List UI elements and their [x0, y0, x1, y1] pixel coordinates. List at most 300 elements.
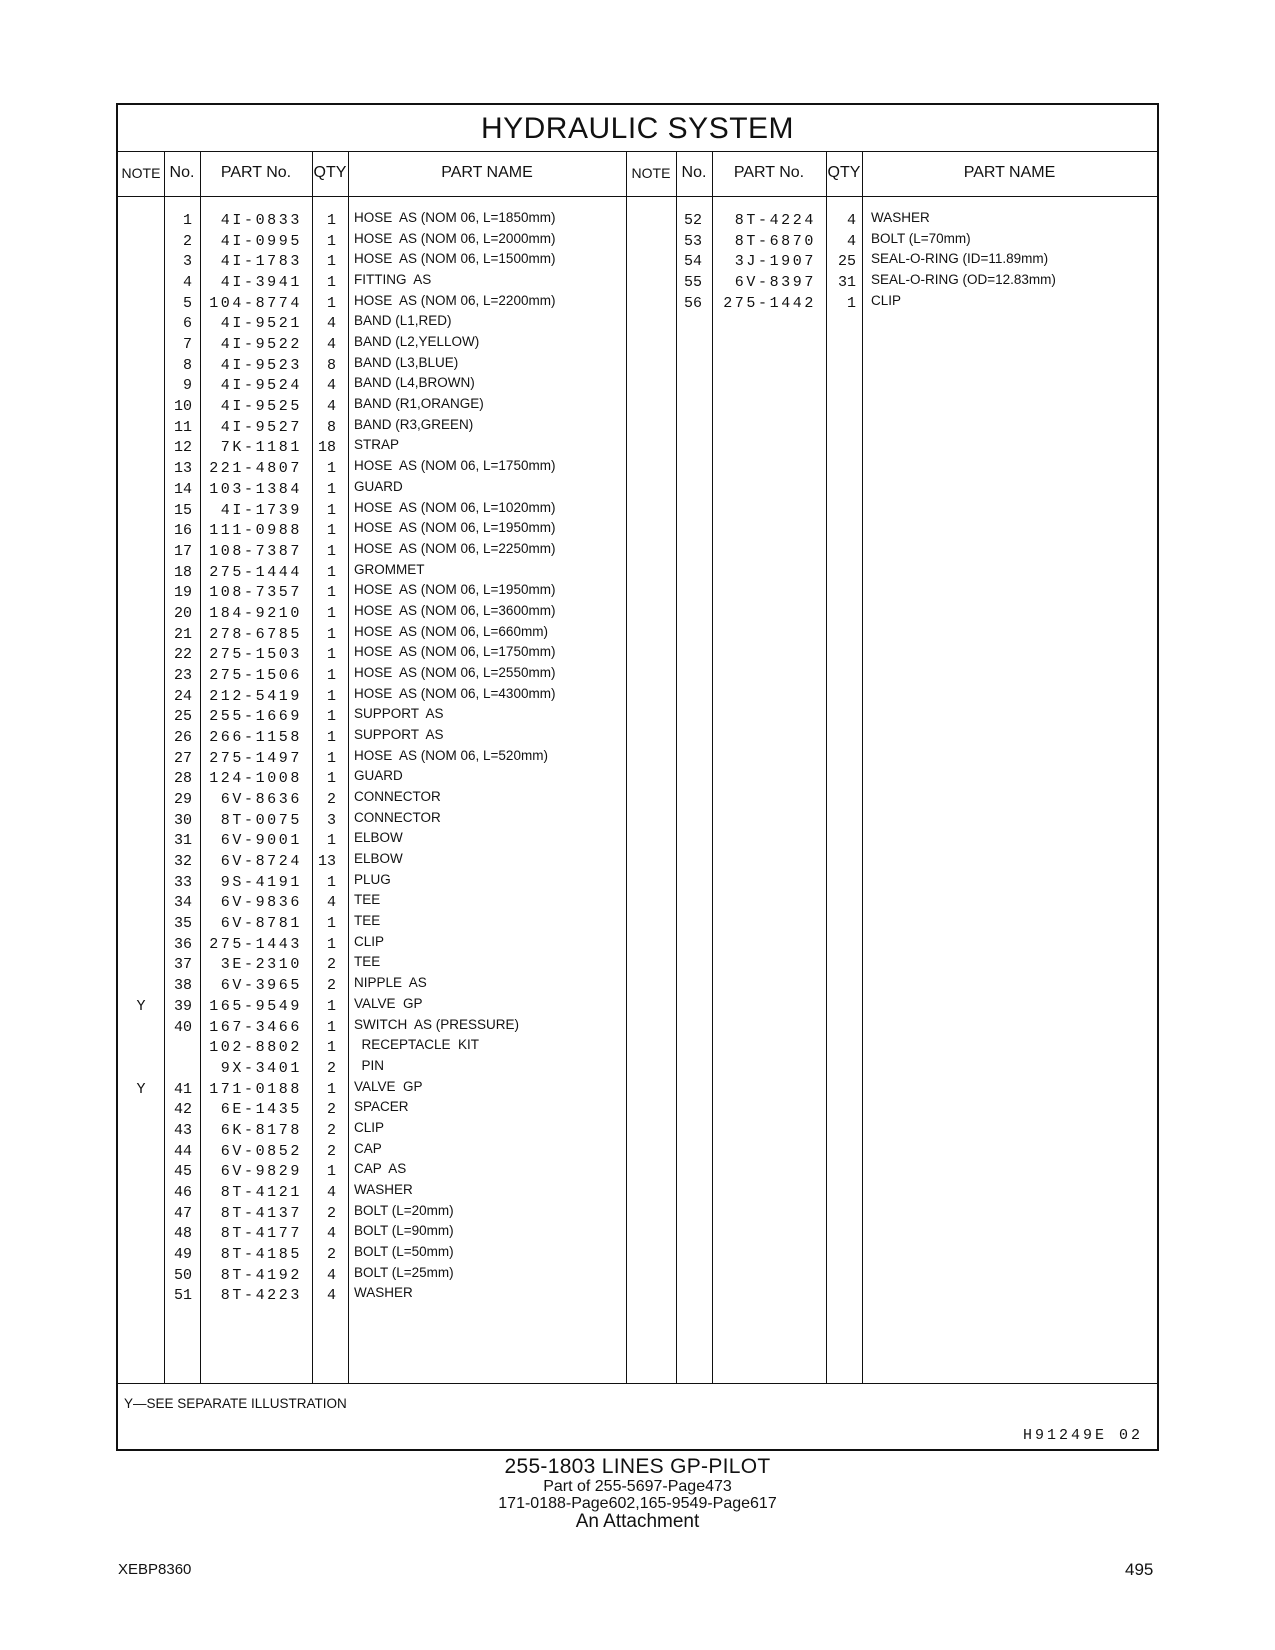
quantity-cell: 8 — [326, 356, 336, 374]
part-name-cell: HOSE AS (NOM 06, L=1950mm) — [354, 582, 556, 598]
part-name-cell: WASHER — [354, 1285, 413, 1301]
part-name-cell: HOSE AS (NOM 06, L=1020mm) — [354, 499, 556, 515]
table-row — [626, 231, 1159, 253]
part-name-cell: HOSE AS (NOM 06, L=2250mm) — [354, 540, 556, 556]
part-number-cell: 4I-1783 — [220, 253, 302, 271]
item-number-cell: 7 — [182, 336, 192, 354]
header-no-right: No. — [681, 164, 707, 181]
part-name-cell: ELBOW — [354, 851, 403, 867]
item-number-cell: 27 — [173, 749, 192, 767]
table-body — [118, 196, 1157, 1383]
part-number-cell: 9S-4191 — [220, 873, 302, 891]
table-row — [118, 665, 626, 687]
quantity-cell: 4 — [846, 212, 856, 229]
quantity-cell: 2 — [326, 1204, 336, 1222]
part-number-cell: 4I-9524 — [220, 377, 302, 395]
part-number-cell: 275-1443 — [209, 935, 302, 953]
table-row — [118, 624, 626, 646]
item-number-cell: 24 — [173, 687, 192, 705]
quantity-cell: 1 — [326, 460, 336, 478]
part-name-cell: CLIP — [871, 292, 902, 308]
quantity-cell: 1 — [326, 232, 336, 250]
part-number-cell: 275-1444 — [209, 563, 302, 581]
part-number-cell: 3J-1907 — [734, 253, 816, 271]
quantity-cell: 2 — [326, 791, 336, 809]
item-number-cell: 46 — [173, 1183, 192, 1201]
part-name-cell: TEE — [354, 892, 381, 908]
item-number-cell: 38 — [173, 977, 192, 995]
table-row — [118, 603, 626, 625]
table-row — [118, 748, 626, 770]
footnote: Y—SEE SEPARATE ILLUSTRATION — [124, 1396, 347, 1411]
part-number-cell: 6V-8397 — [734, 274, 816, 292]
part-number-cell: 6V-0852 — [220, 1142, 302, 1160]
part-number-cell: 4I-0995 — [220, 232, 302, 250]
item-number-cell: 44 — [173, 1142, 192, 1160]
part-number-cell: 4I-0833 — [220, 212, 302, 229]
item-number-cell: 5 — [182, 294, 192, 312]
item-number-cell: 3 — [182, 253, 192, 271]
quantity-cell: 1 — [326, 625, 336, 643]
item-number-cell: 36 — [173, 935, 192, 953]
table-row — [118, 810, 626, 832]
item-number-cell: 12 — [173, 439, 192, 457]
part-number-cell: 4I-9527 — [220, 418, 302, 436]
table-row — [118, 396, 626, 418]
item-number-cell: 43 — [173, 1121, 192, 1139]
item-number-cell: 45 — [173, 1163, 192, 1181]
table-row — [118, 1120, 626, 1142]
quantity-cell: 4 — [846, 232, 856, 250]
part-number-cell: 278-6785 — [209, 625, 302, 643]
header-part-name-right: PART NAME — [963, 164, 1056, 181]
part-number-cell: 8T-4121 — [220, 1183, 302, 1201]
part-number-cell: 6K-8178 — [220, 1121, 302, 1139]
part-name-cell: BOLT (L=20mm) — [354, 1202, 454, 1218]
table-row — [118, 996, 626, 1018]
part-number-cell: 4I-9523 — [220, 356, 302, 374]
part-name-cell: BOLT (L=90mm) — [354, 1223, 454, 1239]
part-name-cell: VALVE GP — [354, 1078, 423, 1094]
page-title: HYDRAULIC SYSTEM — [118, 105, 1157, 152]
part-name-cell: ELBOW — [354, 830, 403, 846]
part-name-cell: PLUG — [354, 871, 391, 887]
part-number-cell: 6V-9001 — [220, 832, 302, 850]
header-qty-left: QTY — [313, 164, 347, 181]
parts-list-frame — [116, 103, 1159, 1451]
part-number-cell: 255-1669 — [209, 708, 302, 726]
quantity-cell: 1 — [326, 1018, 336, 1036]
part-number-cell: 167-3466 — [209, 1018, 302, 1036]
part-number-cell: 4I-9522 — [220, 336, 302, 354]
table-row — [118, 272, 626, 294]
table-row — [118, 872, 626, 894]
table-row — [118, 1079, 626, 1101]
part-number-cell: 8T-4223 — [220, 1287, 302, 1305]
table-row — [118, 1223, 626, 1245]
part-name-cell: HOSE AS (NOM 06, L=2200mm) — [354, 292, 556, 308]
part-number-cell: 8T-4192 — [220, 1266, 302, 1284]
part-name-cell: HOSE AS (NOM 06, L=1950mm) — [354, 520, 556, 536]
part-number-cell: 8T-6870 — [734, 232, 816, 250]
table-row — [118, 644, 626, 666]
table-row — [626, 272, 1159, 294]
item-number-cell: 19 — [173, 584, 192, 602]
part-number-cell: 275-1506 — [209, 666, 302, 684]
quantity-cell: 1 — [326, 646, 336, 664]
quantity-cell: 18 — [317, 439, 336, 457]
item-number-cell: 28 — [173, 770, 192, 788]
table-row — [118, 727, 626, 749]
header-note-left: NOTE — [121, 165, 161, 181]
part-name-cell: BAND (L3,BLUE) — [354, 354, 459, 370]
part-name-cell: HOSE AS (NOM 06, L=1750mm) — [354, 458, 556, 474]
drawing-id: H91249E 02 — [1022, 1427, 1143, 1444]
caption-attachment: An Attachment — [575, 1511, 700, 1532]
part-number-cell: 8T-4185 — [220, 1246, 302, 1263]
part-name-cell: CLIP — [354, 1119, 385, 1135]
quantity-cell: 2 — [326, 977, 336, 995]
table-row — [118, 251, 626, 273]
part-number-cell: 266-1158 — [209, 729, 302, 746]
item-number-cell: 22 — [173, 646, 192, 664]
page-number: 495 — [1125, 1560, 1154, 1579]
part-number-cell: 275-1503 — [209, 646, 302, 664]
table-row — [118, 582, 626, 604]
part-number-cell: 8T-4224 — [734, 212, 816, 229]
table-row — [118, 1244, 626, 1266]
part-number-cell: 6V-8724 — [220, 853, 302, 871]
item-number-cell: 41 — [173, 1080, 192, 1098]
table-row — [118, 954, 626, 976]
item-number-cell: 33 — [173, 873, 192, 891]
table-row — [118, 1037, 626, 1059]
part-number-cell: 184-9210 — [209, 604, 302, 622]
part-name-cell: SEAL-O-RING (ID=11.89mm) — [871, 251, 1049, 267]
table-row — [118, 437, 626, 459]
item-number-cell: 1 — [182, 212, 192, 229]
quantity-cell: 8 — [326, 418, 336, 436]
quantity-cell: 4 — [326, 315, 336, 333]
part-name-cell: CONNECTOR — [354, 789, 441, 805]
part-number-cell: 103-1384 — [209, 480, 302, 498]
table-row — [118, 686, 626, 708]
item-number-cell: 34 — [173, 894, 192, 912]
item-number-cell: 11 — [173, 418, 192, 436]
part-name-cell: TEE — [354, 913, 381, 929]
item-number-cell: 53 — [683, 232, 702, 250]
part-name-cell: SUPPORT AS — [354, 727, 444, 742]
item-number-cell: 49 — [173, 1246, 192, 1263]
quantity-cell: 2 — [326, 1246, 336, 1263]
table-row — [118, 210, 626, 232]
table-row — [118, 830, 626, 852]
quantity-cell: 4 — [326, 336, 336, 354]
part-number-cell: 8T-4177 — [220, 1225, 302, 1243]
part-name-cell: TEE — [354, 954, 381, 970]
part-number-cell: 104-8774 — [209, 294, 302, 312]
quantity-cell: 1 — [326, 212, 336, 229]
quantity-cell: 4 — [326, 377, 336, 395]
part-name-cell: SEAL-O-RING (OD=12.83mm) — [871, 272, 1056, 288]
item-number-cell: 42 — [173, 1101, 192, 1119]
part-name-cell: STRAP — [354, 437, 400, 453]
part-name-cell: WASHER — [354, 1181, 413, 1197]
part-name-cell: GUARD — [354, 768, 403, 784]
part-name-cell: HOSE AS (NOM 06, L=1750mm) — [354, 644, 556, 660]
quantity-cell: 1 — [326, 522, 336, 540]
quantity-cell: 1 — [326, 729, 336, 746]
part-name-cell: FITTING AS — [354, 272, 432, 288]
quantity-cell: 3 — [326, 811, 336, 829]
quantity-cell: 2 — [326, 1142, 336, 1160]
part-number-cell: 275-1442 — [723, 294, 816, 312]
table-row — [118, 417, 626, 439]
part-number-cell: 124-1008 — [209, 770, 302, 788]
item-number-cell: 10 — [173, 398, 192, 416]
table-row — [118, 1203, 626, 1225]
quantity-cell: 1 — [326, 274, 336, 292]
quantity-cell: 2 — [326, 1121, 336, 1139]
item-number-cell: 48 — [173, 1225, 192, 1243]
table-row — [118, 1017, 626, 1039]
quantity-cell: 1 — [326, 604, 336, 622]
part-name-cell: CONNECTOR — [354, 809, 441, 825]
item-number-cell: 9 — [182, 377, 192, 395]
part-name-cell: HOSE AS (NOM 06, L=1500mm) — [354, 251, 556, 267]
table-row — [118, 1141, 626, 1163]
part-name-cell: BOLT (L=70mm) — [871, 230, 971, 246]
quantity-cell: 1 — [326, 294, 336, 312]
part-name-cell: WASHER — [871, 210, 930, 225]
quantity-cell: 1 — [326, 563, 336, 581]
item-number-cell: 8 — [182, 356, 192, 374]
table-row — [118, 892, 626, 914]
item-number-cell: 32 — [173, 853, 192, 871]
part-number-cell: 108-7387 — [209, 542, 302, 560]
part-number-cell: 4I-1739 — [220, 501, 302, 519]
part-name-cell: RECEPTACLE KIT — [354, 1037, 480, 1053]
part-number-cell: 8T-4137 — [220, 1204, 302, 1222]
part-name-cell: BAND (L1,RED) — [354, 313, 452, 329]
item-number-cell: 16 — [173, 522, 192, 540]
quantity-cell: 1 — [326, 935, 336, 953]
quantity-cell: 1 — [326, 1080, 336, 1098]
part-name-cell: HOSE AS (NOM 06, L=3600mm) — [354, 602, 556, 618]
table-row — [118, 1182, 626, 1204]
part-name-cell: HOSE AS (NOM 06, L=660mm) — [354, 623, 548, 639]
quantity-cell: 1 — [326, 501, 336, 519]
part-number-cell: 108-7357 — [209, 584, 302, 602]
item-number-cell: 35 — [173, 915, 192, 933]
quantity-cell: 1 — [326, 708, 336, 726]
table-row — [118, 1058, 626, 1080]
header-part-name-left: PART NAME — [441, 164, 533, 181]
item-number-cell: 54 — [683, 253, 702, 271]
table-row — [118, 975, 626, 997]
table-row — [118, 520, 626, 542]
quantity-cell: 2 — [326, 956, 336, 974]
table-row — [626, 293, 1159, 315]
quantity-cell: 25 — [837, 253, 856, 271]
table-row — [118, 231, 626, 253]
table-row — [118, 458, 626, 480]
part-name-cell: SWITCH AS (PRESSURE) — [354, 1016, 520, 1032]
part-number-cell: 4I-3941 — [220, 274, 302, 292]
part-number-cell: 7K-1181 — [220, 439, 302, 457]
part-name-cell: HOSE AS (NOM 06, L=2550mm) — [354, 664, 556, 680]
quantity-cell: 1 — [326, 687, 336, 705]
table-row — [118, 1099, 626, 1121]
item-number-cell: 56 — [683, 294, 702, 312]
part-number-cell: 6V-3965 — [220, 977, 302, 995]
caption — [0, 1456, 1275, 1531]
part-name-cell: HOSE AS (NOM 06, L=520mm) — [354, 747, 548, 763]
part-number-cell: 212-5419 — [209, 687, 302, 705]
quantity-cell: 4 — [326, 1266, 336, 1284]
table-row — [118, 913, 626, 935]
part-number-cell: 4I-9525 — [220, 398, 302, 416]
item-number-cell: 18 — [173, 563, 192, 581]
quantity-cell: 4 — [326, 1287, 336, 1305]
part-number-cell: 6V-9836 — [220, 894, 302, 912]
part-name-cell: SUPPORT AS — [354, 706, 444, 722]
quantity-cell: 1 — [326, 749, 336, 767]
quantity-cell: 1 — [326, 1163, 336, 1181]
table-row — [118, 851, 626, 873]
quantity-cell: 1 — [846, 294, 856, 312]
header-part-no-left: PART No. — [220, 164, 292, 181]
item-number-cell: 14 — [173, 480, 192, 498]
item-number-cell: 13 — [173, 460, 192, 478]
table-row — [118, 541, 626, 563]
quantity-cell: 4 — [326, 1225, 336, 1243]
part-number-cell: 165-9549 — [209, 997, 302, 1015]
item-number-cell: 47 — [173, 1204, 192, 1222]
quantity-cell: 1 — [326, 584, 336, 602]
item-number-cell: 21 — [173, 625, 192, 643]
quantity-cell: 1 — [326, 542, 336, 560]
part-name-cell: HOSE AS (NOM 06, L=4300mm) — [354, 685, 556, 701]
item-number-cell: 50 — [173, 1266, 192, 1284]
table-row — [118, 789, 626, 811]
quantity-cell: 1 — [326, 1039, 336, 1057]
document-id: XEBP8360 — [118, 1561, 192, 1578]
item-number-cell: 2 — [182, 232, 192, 250]
item-number-cell: 4 — [182, 274, 192, 292]
part-name-cell: CAP — [354, 1140, 382, 1156]
table-row — [118, 313, 626, 335]
quantity-cell: 2 — [326, 1059, 336, 1077]
part-name-cell: HOSE AS (NOM 06, L=1850mm) — [354, 210, 556, 225]
quantity-cell: 1 — [326, 873, 336, 891]
table-row — [626, 251, 1159, 273]
item-number-cell: 51 — [173, 1287, 192, 1305]
part-number-cell: 102-8802 — [209, 1039, 302, 1057]
quantity-cell: 31 — [837, 274, 856, 292]
quantity-cell: 1 — [326, 997, 336, 1015]
quantity-cell: 13 — [317, 853, 336, 871]
item-number-cell: 15 — [173, 501, 192, 519]
caption-part-of: Part of 255-5697-Page473 — [543, 1478, 732, 1495]
part-name-cell: BAND (R3,GREEN) — [354, 416, 474, 432]
table-row — [118, 1285, 626, 1307]
quantity-cell: 2 — [326, 1101, 336, 1119]
part-name-cell: CLIP — [354, 933, 385, 949]
header-part-no-right: PART No. — [733, 164, 805, 181]
item-number-cell: 40 — [173, 1018, 192, 1036]
part-name-cell: BOLT (L=50mm) — [354, 1244, 454, 1259]
item-number-cell: 17 — [173, 542, 192, 560]
quantity-cell: 1 — [326, 480, 336, 498]
quantity-cell: 1 — [326, 832, 336, 850]
part-name-cell: BAND (R1,ORANGE) — [354, 396, 484, 412]
caption-group-title: 255-1803 LINES GP-PILOT — [504, 1455, 771, 1478]
table-row — [118, 355, 626, 377]
part-number-cell: 111-0988 — [209, 522, 302, 540]
quantity-cell: 1 — [326, 666, 336, 684]
item-number-cell: 37 — [173, 956, 192, 974]
item-number-cell: 29 — [173, 791, 192, 809]
part-name-cell: BAND (L2,YELLOW) — [354, 334, 480, 350]
part-name-cell: CAP AS — [354, 1161, 407, 1177]
part-number-cell: 8T-0075 — [220, 811, 302, 829]
part-name-cell: HOSE AS (NOM 06, L=2000mm) — [354, 230, 556, 246]
caption-references: 171-0188-Page602,165-9549-Page617 — [498, 1495, 777, 1512]
table-row — [118, 500, 626, 522]
table-row — [118, 293, 626, 315]
part-number-cell: 6V-8636 — [220, 791, 302, 809]
item-number-cell: 39 — [173, 997, 192, 1015]
quantity-cell: 1 — [326, 253, 336, 271]
table-row — [118, 934, 626, 956]
item-number-cell: 6 — [182, 315, 192, 333]
table-row — [118, 334, 626, 356]
table-header — [118, 151, 1157, 197]
part-number-cell: 6V-9829 — [220, 1163, 302, 1181]
part-number-cell: 275-1497 — [209, 749, 302, 767]
part-name-cell: SPACER — [354, 1099, 409, 1115]
table-row — [118, 375, 626, 397]
part-number-cell: 221-4807 — [209, 460, 302, 478]
item-number-cell: 30 — [173, 811, 192, 829]
part-number-cell: 9X-3401 — [220, 1059, 302, 1077]
part-name-cell: NIPPLE AS — [354, 975, 427, 991]
quantity-cell: 1 — [326, 915, 336, 933]
part-number-cell: 171-0188 — [209, 1080, 302, 1098]
quantity-cell: 4 — [326, 894, 336, 912]
part-number-cell: 3E-2310 — [220, 956, 302, 974]
quantity-cell: 4 — [326, 1183, 336, 1201]
table-row — [118, 706, 626, 728]
table-row — [118, 1161, 626, 1183]
item-number-cell: 20 — [173, 604, 192, 622]
header-no-left: No. — [169, 164, 195, 181]
table-row — [118, 562, 626, 584]
table-row — [118, 768, 626, 790]
header-note-right: NOTE — [631, 165, 671, 181]
item-number-cell: 31 — [173, 832, 192, 850]
part-name-cell: BOLT (L=25mm) — [354, 1264, 454, 1280]
note-cell: Y — [136, 997, 146, 1015]
part-number-cell: 6E-1435 — [220, 1101, 302, 1119]
footer-divider — [118, 1383, 1157, 1384]
table-row — [118, 1265, 626, 1287]
item-number-cell: 26 — [173, 729, 192, 746]
quantity-cell: 4 — [326, 398, 336, 416]
item-number-cell: 52 — [683, 212, 702, 229]
item-number-cell: 25 — [173, 708, 192, 726]
